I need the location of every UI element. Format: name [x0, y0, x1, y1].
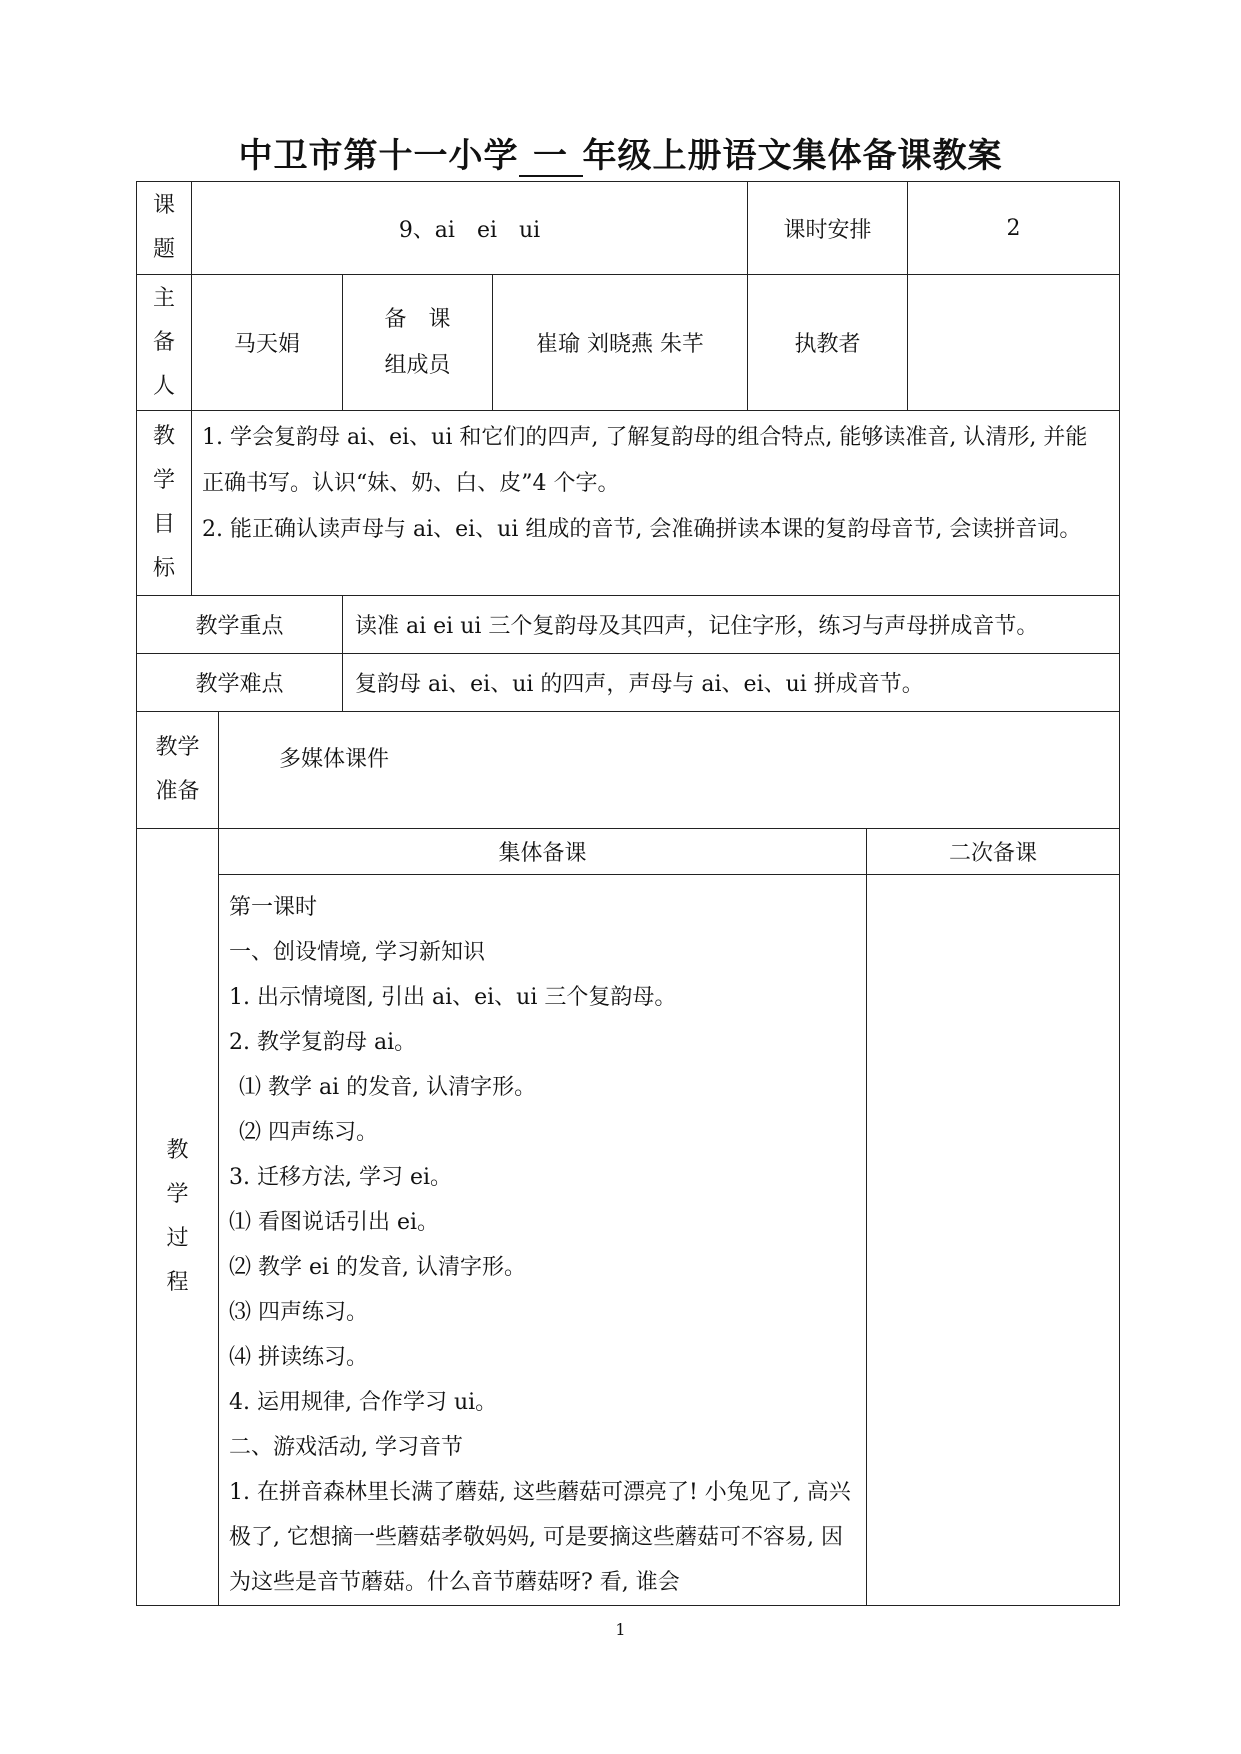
process-line: 二、游戏活动, 学习音节 — [229, 1435, 463, 1460]
process-line: ⑵ 教学 ei 的发音, 认清字形。 — [229, 1255, 527, 1280]
preparation-label: 教学 准备 — [137, 712, 219, 829]
teacher-label: 执教者 — [748, 275, 908, 411]
document-title — [0, 128, 1241, 177]
second-prep-header: 二次备课 — [867, 829, 1120, 875]
lesson-process-table — [136, 711, 1120, 1606]
collective-prep-header: 集体备课 — [219, 829, 867, 875]
key-point-text: 读准 ai ei ui 三个复韵母及其四声，记住字形，练习与声母拼成音节。 — [343, 596, 1120, 654]
process-paragraph: 1. 在拼音森林里长满了蘑菇, 这些蘑菇可漂亮了! 小兔见了, 高兴极了, 它想摘一些蘑菇孝敬妈妈, 可是要摘这些蘑菇可不容易, 因为这些是音节蘑菇。什么音节蘑菇呀? 看, 谁会 — [229, 1480, 851, 1595]
process-line: ⑵ 四声练习。 — [239, 1120, 378, 1145]
title-prefix: 中卫市第十一小学 — [238, 136, 519, 176]
title-grade: 一 — [519, 138, 583, 177]
difficulty-row — [137, 654, 1120, 712]
preparation-row — [137, 712, 1120, 829]
lead-label: 主 备 人 — [137, 275, 192, 411]
schedule-label: 课时安排 — [748, 182, 908, 275]
group-label: 备 课 组成员 — [343, 275, 493, 411]
collective-prep-content — [219, 875, 867, 1606]
process-line: ⑷ 拼读练习。 — [229, 1345, 368, 1370]
key-point-label: 教学重点 — [137, 596, 343, 654]
second-prep-content — [867, 875, 1120, 1606]
lead-value: 马天娟 — [192, 275, 343, 411]
topic-label: 课 题 — [137, 182, 192, 275]
lead-row — [137, 275, 1120, 411]
goals-row — [137, 411, 1120, 596]
process-line: 1. 出示情境图, 引出 ai、ei、ui 三个复韵母。 — [229, 985, 677, 1010]
difficulty-label: 教学难点 — [137, 654, 343, 712]
preparation-text: 多媒体课件 — [219, 712, 1120, 829]
process-line: 一、创设情境, 学习新知识 — [229, 940, 485, 965]
process-line: 4. 运用规律, 合作学习 ui。 — [229, 1390, 498, 1415]
process-label: 教 学 过 程 — [137, 829, 219, 1606]
page-number: 1 — [615, 1620, 626, 1639]
lesson-info-table — [136, 181, 1120, 712]
process-line: 3. 迁移方法, 学习 ei。 — [229, 1165, 453, 1190]
process-header-row — [137, 829, 1120, 875]
title-suffix: 年级上册语文集体备课教案 — [582, 136, 1003, 176]
topic-row — [137, 182, 1120, 275]
teacher-value — [908, 275, 1120, 411]
key-point-row — [137, 596, 1120, 654]
goals-label: 教 学 目 标 — [137, 411, 192, 596]
process-line: ⑴ 教学 ai 的发音, 认清字形。 — [239, 1075, 537, 1100]
difficulty-text: 复韵母 ai、ei、ui 的四声，声母与 ai、ei、ui 拼成音节。 — [343, 654, 1120, 712]
schedule-value: 2 — [908, 182, 1120, 275]
process-line: ⑴ 看图说话引出 ei。 — [229, 1210, 440, 1235]
process-line: ⑶ 四声练习。 — [229, 1300, 368, 1325]
topic-value: 9、ai ei ui — [192, 182, 748, 275]
group-members: 崔瑜 刘晓燕 朱芊 — [493, 275, 748, 411]
process-content-row — [137, 875, 1120, 1606]
process-line: 2. 教学复韵母 ai。 — [229, 1030, 417, 1055]
goals-text: 1. 学会复韵母 ai、ei、ui 和它们的四声, 了解复韵母的组合特点, 能够读准音, 认清形, 并能正确书写。认识“妹、奶、白、皮”4 个字。 2. 能正确认读声母与 ai、ei、ui 组成的音节, 会准确拼读本课的复韵母音节, 会读拼音词。 — [192, 411, 1120, 596]
process-line: 第一课时 — [229, 895, 318, 920]
